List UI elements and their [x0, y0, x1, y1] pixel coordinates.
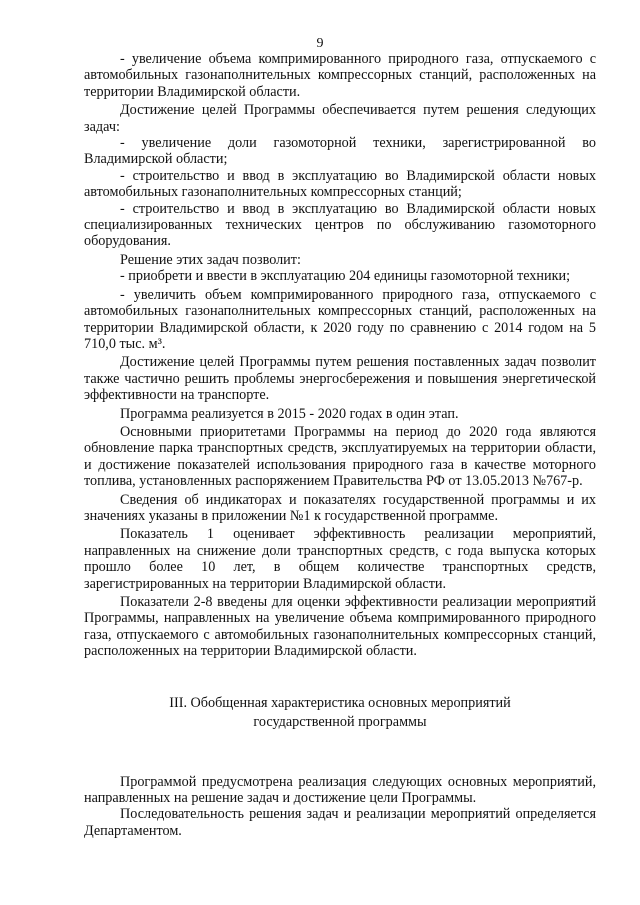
closing-paragraph-1: Программой предусмотрена реализация следующих основных мероприятий, направленных на решение задач и достижение цели Программы.: [84, 773, 596, 807]
paragraph-14: Показатели 2-8 введены для оценки эффективности реализации мероприятий Программы, направленных на увеличение объема компримированного природного газа, отпускаемого с автомобильных газонаполнительных компрессорных станций, расположенных на территории Владимирской области.: [84, 594, 596, 660]
paragraph-2: Достижение целей Программы обеспечивается путем решения следующих задач:: [84, 102, 596, 135]
paragraph-1: - увеличение объема компримированного природного газа, отпускаемого с автомобильных газонаполнительных компрессорных станций, расположенных на территории Владимирской области.: [84, 51, 596, 100]
section-heading-line-1: III. Обобщенная характеристика основных мероприятий: [169, 694, 511, 711]
paragraph-6: Решение этих задач позволит:: [120, 251, 301, 268]
paragraph-12: Сведения об индикаторах и показателях государственной программы и их значениях указаны в приложении №1 к государственной программе.: [84, 491, 596, 524]
paragraph-4: - строительство и ввод в эксплуатацию во Владимирской области новых автомобильных газонаполнительных компрессорных станций;: [84, 167, 596, 201]
paragraph-8: - увеличить объем компримированного природного газа, отпускаемого с автомобильных газонаполнительных компрессорных станций, расположенных на территории Владимирской области, к 2020 году по сравнению с 2014 годом на 5 710,0 тыс. м³.: [84, 286, 596, 352]
paragraph-5: - строительство и ввод в эксплуатацию во Владимирской области новых специализированных технических центров по обслуживанию газомоторного оборудования.: [84, 200, 596, 250]
paragraph-11: Основными приоритетами Программы на период до 2020 года являются обновление парка транспортных средств, эксплуатируемых на территории области, и достижение показателей использования природного газа в качестве моторного топлива, установленных распоряжением Правительства РФ от 13.05.2013 №767-р.: [84, 423, 596, 490]
paragraph-9: Достижение целей Программы путем решения поставленных задач позволит также частично решить проблемы энергосбережения и повышения энергетической эффективности на транспорте.: [84, 354, 596, 404]
paragraph-7: - приобрети и ввести в эксплуатацию 204 единицы газомоторной техники;: [120, 268, 571, 285]
paragraph-10: Программа реализуется в 2015 - 2020 годах в один этап.: [120, 405, 459, 422]
paragraph-13: Показатель 1 оценивает эффективность реализации мероприятий, направленных на снижение доли транспортных средств, с года выпуска которых прошло более 10 лет, в общем количестве транспортных средств, зарегистрированных на территории Владимирской области.: [84, 526, 596, 592]
closing-paragraph-2: Последовательность решения задач и реализации мероприятий определяется Департаментом.: [84, 806, 596, 839]
paragraph-3: - увеличение доли газомоторной техники, зарегистрированной во Владимирской области;: [84, 135, 596, 168]
section-heading: [84, 694, 596, 732]
document-body: [84, 51, 596, 839]
page-number: 9: [316, 36, 324, 51]
section-heading-line-2: государственной программы: [253, 713, 427, 730]
